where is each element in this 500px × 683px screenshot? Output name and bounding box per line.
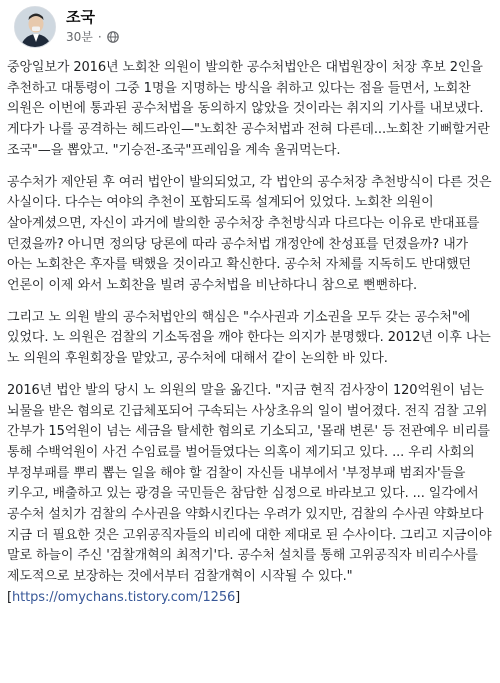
globe-icon[interactable] xyxy=(107,31,119,43)
source-link[interactable]: https://omychans.tistory.com/1256 xyxy=(11,589,236,605)
post-timeline xyxy=(66,29,119,45)
post-meta xyxy=(66,8,119,45)
post-paragraph: 중앙일보가 2016년 노회찬 의원이 발의한 공수처법안은 대법원장이 처장 후보 2인을 추천하고 대통령이 그중 1명을 지명하는 방식을 취하고 있다는 점을 들면서, 노회찬 의원은 이번에 통과된 공수처법을 동의하지 않았을 것이라는 취지의 기사를 내보냈다. 게다가 나를 공격하는 헤드라인—"노회찬 공수처법과 전혀 다른데...노회찬 기뻐할거란 조국"—을 뽑았고. "기승전-조국"프레임을 계속 울궈먹는다. xyxy=(7,60,490,158)
link-open-bracket: [ xyxy=(7,589,12,605)
link-close-bracket: ] xyxy=(235,589,241,605)
author-name[interactable]: 조국 xyxy=(66,8,95,26)
post-header xyxy=(14,6,119,48)
post-body xyxy=(7,58,493,620)
post-paragraph-text: 2016년 법안 발의 당시 노 의원의 말을 옮긴다. "지금 현직 검사장이 120억원이 넘는 뇌물을 받은 혐의로 긴급체포되어 구속되는 사상초유의 일이 벌어졌다. 전직 검찰 고위 간부가 15억원이 넘는 세금을 탈세한 혐의로 기소되고, '몰래 변론' 등 전관예우 비리를 통해 수백억원이 사건 수임료를 벌어들였다는 의혹이 제기되고 있다. ... 우리 사회의 부정부패를 뿌리 뽑는 일을 해야 할 검찰이 자신들 내부에서 '부정부패 범죄자'들을 키우고, 배출하고 있는 광경을 국민들은 참담한 심정으로 바라보고 있다. ... 일각에서 공수처 설치가 검찰의 수사권을 약화시킨다는 우려가 있지만, 검찰의 수사권 약화보다 지금 더 필요한 것은 고위공직자들의 비리에 대한 제대로 된 수사이다. 그리고 지금이야 말로 하늘이 주신 '검찰개혁의 최적기'다. 공수처 설치를 통해 고위공직자 비리수사를 제도적으로 보장하는 것에서부터 검찰개혁이 시작될 수 있다." xyxy=(7,382,492,585)
post-timestamp[interactable]: 30분 xyxy=(66,30,93,44)
post-paragraph: 공수처가 제안된 후 여러 법안이 발의되었고, 각 법안의 공수처장 추천방식이 다른 것은 사실이다. 다수는 여야의 추천이 포함되도록 설계되어 있었다. 노회찬 의원이 살아계셨으면, 자신이 과거에 발의한 공수처장 추천방식과 다르다는 이유로 반대표를 던졌을까? 아니면 정의당 당론에 따라 공수처법 개정안에 찬성표를 던졌을까? 내가 아는 노회찬은 후자를 택했을 것이라고 확신한다. 공수처 자체를 지독히도 반대했던 언론이 이제 와서 노회찬을 빌려 공수처법을 비난하다니 참으로 뻔뻔하다. xyxy=(7,174,492,294)
avatar[interactable] xyxy=(14,6,56,48)
post-paragraph: 그리고 노 의원 발의 공수처법안의 핵심은 "수사권과 기소권을 모두 갖는 공수처"에 있었다. 노 의원은 검찰의 기소독점을 깨야 한다는 의지가 분명했다. 2012년 이후 나는 노 의원의 후원회장을 맡았고, 공수처에 대해서 같이 논의한 바 있다. xyxy=(7,309,491,367)
separator-dot: · xyxy=(97,30,102,44)
profile-photo-icon xyxy=(15,7,56,48)
post-paragraph-last xyxy=(7,381,493,609)
